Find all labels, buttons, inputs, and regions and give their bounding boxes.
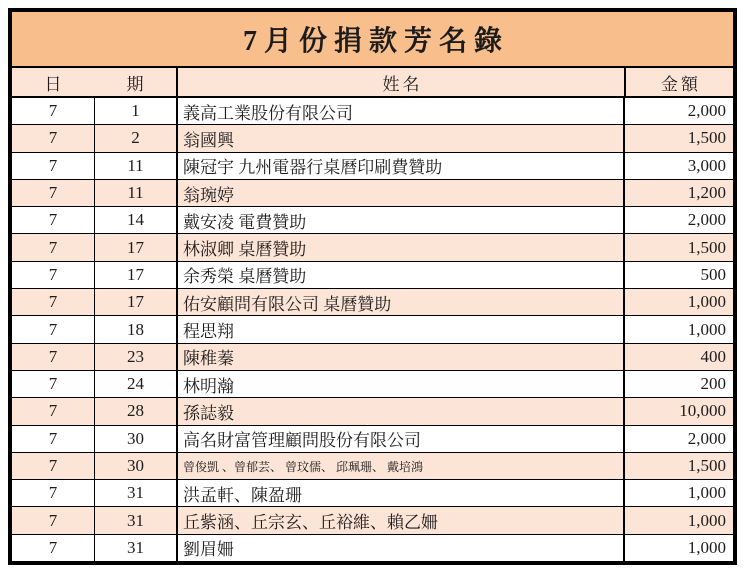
cell-month: 7 <box>12 371 95 397</box>
cell-amount: 1,000 <box>687 510 726 530</box>
table-row <box>12 316 733 343</box>
table-row <box>12 398 733 425</box>
cell-amount: 400 <box>700 346 726 366</box>
cell-amount: 1,200 <box>687 183 726 203</box>
cell-name: 洪孟軒、陳盈珊 <box>178 480 625 506</box>
cell-name: 程思翔 <box>178 316 625 342</box>
header-date-left: 日 <box>44 74 62 94</box>
cell-name: 陳冠宇 九州電器行桌曆印刷費贊助 <box>178 153 625 179</box>
header-date-cell <box>12 68 178 96</box>
cell-month: 7 <box>12 507 95 533</box>
cell-day: 31 <box>95 535 178 561</box>
cell-name: 義高工業股份有限公司 <box>178 98 625 124</box>
cell-amount: 2,000 <box>687 210 726 230</box>
table-row <box>12 535 733 561</box>
table-row <box>12 207 733 234</box>
cell-day: 23 <box>95 344 178 370</box>
cell-amount: 3,000 <box>687 155 726 175</box>
cell-name: 佑安顧問有限公司 桌曆贊助 <box>178 289 625 315</box>
cell-day: 2 <box>95 125 178 151</box>
cell-amount: 10,000 <box>679 401 726 421</box>
cell-amount: 1,000 <box>687 319 726 339</box>
cell-month: 7 <box>12 426 95 452</box>
header-amount-cell: 金額 <box>661 74 701 94</box>
cell-day: 11 <box>95 180 178 206</box>
table-row <box>12 234 733 261</box>
cell-amount: 200 <box>700 374 726 394</box>
cell-amount: 1,500 <box>687 456 726 475</box>
cell-month: 7 <box>12 262 95 288</box>
cell-month: 7 <box>12 398 95 424</box>
cell-name: 陳稚蓁 <box>178 344 625 370</box>
cell-month: 7 <box>12 180 95 206</box>
cell-month: 7 <box>12 453 95 479</box>
table-row <box>12 344 733 371</box>
cell-amount: 1,500 <box>687 237 726 257</box>
cell-name: 林淑卿 桌曆贊助 <box>178 234 625 260</box>
cell-day: 30 <box>95 453 178 479</box>
cell-month: 7 <box>12 289 95 315</box>
cell-day: 11 <box>95 153 178 179</box>
cell-month: 7 <box>12 98 95 124</box>
cell-month: 7 <box>12 207 95 233</box>
cell-month: 7 <box>12 153 95 179</box>
cell-month: 7 <box>12 316 95 342</box>
table-row <box>12 453 733 480</box>
table-title: 7月份捐款芳名錄 <box>12 12 733 68</box>
cell-day: 24 <box>95 371 178 397</box>
cell-name: 曾俊凱 、曾郁芸、 曾玟儒、 邱珮珊、 戴培鴻 <box>178 453 625 479</box>
cell-month: 7 <box>12 125 95 151</box>
cell-day: 17 <box>95 289 178 315</box>
table-header <box>12 68 733 98</box>
cell-name: 高名財富管理顧問股份有限公司 <box>178 426 625 452</box>
table-row <box>12 98 733 125</box>
table-row <box>12 426 733 453</box>
cell-name: 翁琬婷 <box>178 180 625 206</box>
table-row <box>12 371 733 398</box>
cell-day: 14 <box>95 207 178 233</box>
header-date-right: 期 <box>126 74 144 94</box>
cell-amount: 1,000 <box>687 292 726 312</box>
cell-amount: 1,000 <box>687 537 726 557</box>
cell-name: 劉眉姍 <box>178 535 625 561</box>
table-row <box>12 289 733 316</box>
header-name-cell: 姓名 <box>178 68 626 96</box>
donation-table <box>8 8 737 565</box>
table-row <box>12 480 733 507</box>
cell-amount: 2,000 <box>687 428 726 448</box>
table-body <box>12 98 733 561</box>
cell-amount: 500 <box>700 264 726 284</box>
cell-day: 31 <box>95 480 178 506</box>
cell-amount: 1,000 <box>687 483 726 503</box>
cell-name: 林明瀚 <box>178 371 625 397</box>
table-row <box>12 125 733 152</box>
cell-month: 7 <box>12 535 95 561</box>
table-row <box>12 180 733 207</box>
table-row <box>12 262 733 289</box>
cell-name: 丘紫涵、丘宗玄、丘裕維、賴乙姍 <box>178 507 625 533</box>
cell-name: 戴安凌 電費贊助 <box>178 207 625 233</box>
cell-day: 17 <box>95 234 178 260</box>
cell-month: 7 <box>12 234 95 260</box>
cell-amount: 2,000 <box>687 101 726 121</box>
cell-day: 17 <box>95 262 178 288</box>
cell-day: 30 <box>95 426 178 452</box>
cell-day: 18 <box>95 316 178 342</box>
cell-name: 孫誌毅 <box>178 398 625 424</box>
cell-day: 31 <box>95 507 178 533</box>
cell-amount: 1,500 <box>687 128 726 148</box>
table-row <box>12 153 733 180</box>
cell-name: 余秀榮 桌曆贊助 <box>178 262 625 288</box>
table-row <box>12 507 733 534</box>
cell-month: 7 <box>12 344 95 370</box>
cell-day: 1 <box>95 98 178 124</box>
cell-day: 28 <box>95 398 178 424</box>
cell-name: 翁國興 <box>178 125 625 151</box>
cell-month: 7 <box>12 480 95 506</box>
